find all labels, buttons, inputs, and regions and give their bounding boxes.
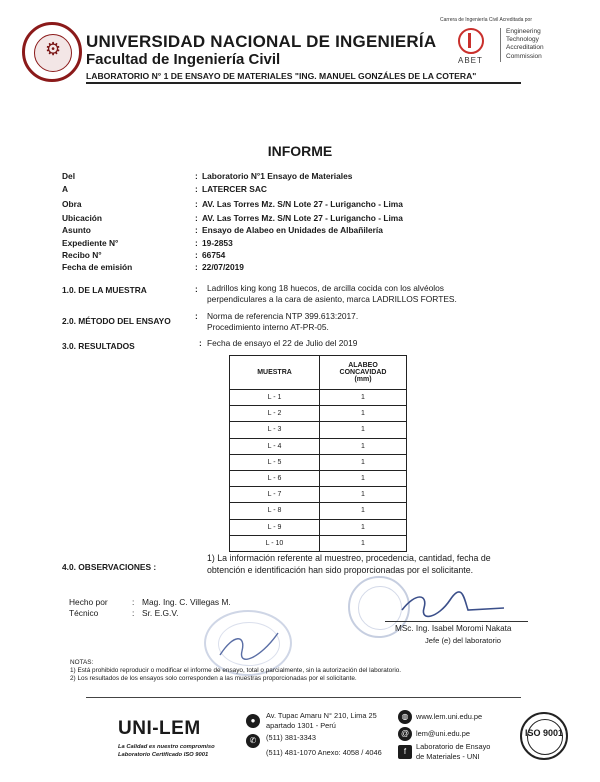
table-row xyxy=(230,406,407,422)
iso-9001-seal xyxy=(520,712,568,760)
table-row xyxy=(230,503,407,519)
info-label-ubicacion: Ubicación xyxy=(62,213,103,223)
unilem-tagline: La Calidad es nuestro compromiso Laboratorio Certificado ISO 9001 xyxy=(118,744,215,758)
section-observaciones-text: 1) La información referente al muestreo, procedencia, cantidad, fecha de obtención e identificación han sido proporcionadas por el solicitante. xyxy=(207,553,491,575)
accreditation-caption: Carrera de Ingeniería Civil Acreditada por xyxy=(440,17,532,23)
info-value-ubicacion: AV. Las Torres Mz. S/N Lote 27 - Lurigancho - Lima xyxy=(202,213,403,223)
value-cell: 1 xyxy=(320,519,407,535)
info-label-fecha: Fecha de emisión xyxy=(62,262,133,272)
tecnico-value: Sr. E.G.V. xyxy=(142,608,179,618)
info-value-obra: AV. Las Torres Mz. S/N Lote 27 - Lurigancho - Lima xyxy=(202,199,403,209)
footer-email[interactable]: lem@uni.edu.pe xyxy=(416,729,470,738)
table-row xyxy=(230,390,407,406)
signature-line xyxy=(385,621,528,622)
info-label-obra: Obra xyxy=(62,199,82,209)
info-label-a: A xyxy=(62,184,69,194)
sample-cell: L - 3 xyxy=(230,422,320,438)
abet-logo-icon xyxy=(458,28,484,54)
tecnico-label: Técnico xyxy=(69,608,99,618)
section-metodo-text: Norma de referencia NTP 399.613:2017. Procedimiento interno AT-PR-05. xyxy=(207,311,359,332)
abet-separator xyxy=(500,28,501,62)
value-cell: 1 xyxy=(320,487,407,503)
value-cell: 1 xyxy=(320,470,407,486)
abet-wordmark: ABET xyxy=(458,56,483,65)
info-value-asunto: Ensayo de Alabeo en Unidades de Albañilería xyxy=(202,225,383,235)
info-label-asunto: Asunto xyxy=(62,225,91,235)
table-row xyxy=(230,438,407,454)
table-row xyxy=(230,535,407,551)
value-cell: 1 xyxy=(320,503,407,519)
info-value-fecha: 22/07/2019 xyxy=(202,262,244,272)
table-row xyxy=(230,519,407,535)
unilem-brand: UNI-LEM xyxy=(118,718,201,739)
value-cell: 1 xyxy=(320,406,407,422)
table-row xyxy=(230,454,407,470)
note-1: 1) Está prohibido reproducir o modificar el informe de ensayo, total o parcialmente, sin la autorización del laboratorio. xyxy=(70,667,402,675)
footer-phone-2: (511) 481-1070 Anexo: 4058 / 4046 xyxy=(266,748,382,757)
sample-cell: L - 9 xyxy=(230,519,320,535)
section-muestra-text: Ladrillos king kong 18 huecos, de arcilla cocida con los alvéolos perpendiculares a la cara de asiento, marca LADRILLOS FORTES. xyxy=(207,283,457,304)
sample-cell: L - 2 xyxy=(230,406,320,422)
info-value-recibo: 66754 xyxy=(202,250,226,260)
footer-phone-1: (511) 381-3343 xyxy=(266,733,316,742)
hecho-label: Hecho por xyxy=(69,597,108,607)
sample-cell: L - 7 xyxy=(230,487,320,503)
column-header-alabeo: ALABEO CONCAVIDAD (mm) xyxy=(320,356,407,390)
globe-icon: ◍ xyxy=(398,710,412,724)
notes-title: NOTAS: xyxy=(70,659,94,666)
value-cell: 1 xyxy=(320,454,407,470)
footer-divider xyxy=(86,697,521,698)
signature-scribble xyxy=(398,588,508,620)
notes-block xyxy=(70,659,401,684)
email-icon: @ xyxy=(398,727,412,741)
section-observaciones-label: 4.0. OBSERVACIONES : xyxy=(62,562,157,572)
section-metodo-label: 2.0. MÉTODO DEL ENSAYO xyxy=(62,316,171,326)
location-pin-icon: ● xyxy=(246,714,260,728)
footer-web[interactable]: www.lem.uni.edu.pe xyxy=(416,712,483,721)
results-table xyxy=(229,355,407,552)
abet-description: Engineering Technology Accreditation Commission xyxy=(506,28,544,60)
value-cell: 1 xyxy=(320,390,407,406)
faculty-name: Facultad de Ingeniería Civil xyxy=(86,51,281,68)
iso-label: ISO 9001 xyxy=(524,728,564,738)
footer-address: Av. Tupac Amaru N° 210, Lima 25 apartado 1301 - Perú xyxy=(266,711,377,730)
info-label-recibo: Recibo N° xyxy=(62,250,102,260)
sample-cell: L - 10 xyxy=(230,535,320,551)
sample-cell: L - 4 xyxy=(230,438,320,454)
table-row xyxy=(230,422,407,438)
info-label-expediente: Expediente N° xyxy=(62,238,119,248)
sample-cell: L - 6 xyxy=(230,470,320,486)
laboratory-name: LABORATORIO N° 1 DE ENSAYO DE MATERIALES "ING. MANUEL GONZÁLES DE LA COTERA" xyxy=(86,71,477,81)
info-value-expediente: 19-2853 xyxy=(202,238,233,248)
header-divider xyxy=(86,82,521,84)
table-row xyxy=(230,470,407,486)
value-cell: 1 xyxy=(320,438,407,454)
info-value-a: LATERCER SAC xyxy=(202,184,267,194)
university-name: UNIVERSIDAD NACIONAL DE INGENIERÍA xyxy=(86,32,437,51)
sample-cell: L - 5 xyxy=(230,454,320,470)
sample-cell: L - 1 xyxy=(230,390,320,406)
note-2: 2) Los resultados de los ensayos solo corresponden a las muestras proporcionadas por el solicitante. xyxy=(70,675,357,683)
info-value-del: Laboratorio N°1 Ensayo de Materiales xyxy=(202,171,353,181)
hecho-value: Mag. Ing. C. Villegas M. xyxy=(142,597,231,607)
signer-name: MSc. Ing. Isabel Moromi Nakata xyxy=(395,624,512,633)
university-seal-logo xyxy=(22,22,82,82)
value-cell: 1 xyxy=(320,422,407,438)
table-header-row xyxy=(230,356,407,390)
info-label-del: Del xyxy=(62,171,76,181)
footer-facebook[interactable]: Laboratorio de Ensayo de Materiales - UNI xyxy=(416,742,491,761)
signer-role: Jefe (e) del laboratorio xyxy=(425,636,501,645)
value-cell: 1 xyxy=(320,535,407,551)
table-row xyxy=(230,487,407,503)
column-header-sample: MUESTRA xyxy=(230,356,320,390)
sample-cell: L - 8 xyxy=(230,503,320,519)
section-resultados-label: 3.0. RESULTADOS xyxy=(62,341,135,351)
section-muestra-label: 1.0. DE LA MUESTRA xyxy=(62,285,147,295)
facebook-icon: f xyxy=(398,745,412,759)
section-resultados-text: Fecha de ensayo el 22 de Julio del 2019 xyxy=(207,338,358,348)
gear-icon: ⚙ xyxy=(45,39,62,59)
phone-icon: ✆ xyxy=(246,734,260,748)
document-title: INFORME xyxy=(267,143,333,159)
